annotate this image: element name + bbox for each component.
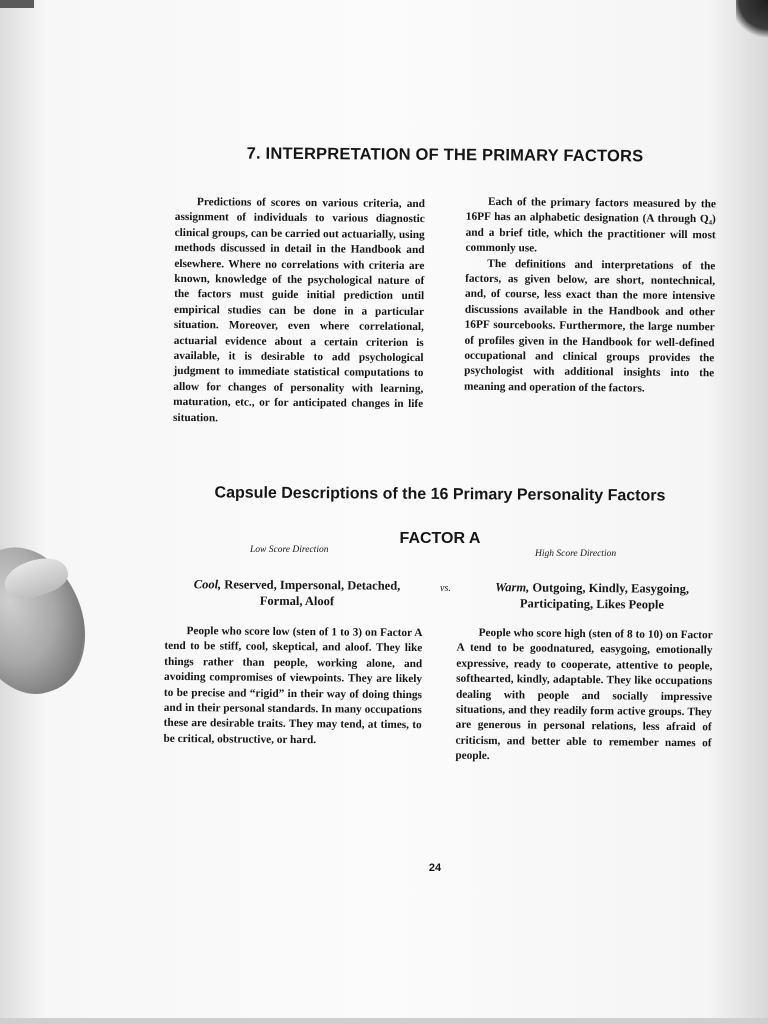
high-score-lead-trait: Warm, bbox=[495, 580, 530, 595]
high-score-description: People who score high (sten of 8 to 10) on Factor A tend to be goodnatured, easygoing, emotionally expressive, ready to cooperate, attentive to people, softhearted, kindly, adaptable. They like occupations dealing with people and socially impressive situations, and they readily form active groups. They are generous in personal relations, less afraid of criticism, and better able to remember names of people. bbox=[455, 626, 713, 763]
high-score-traits bbox=[462, 579, 722, 613]
low-score-direction-label: Low Score Direction bbox=[250, 545, 329, 555]
intro-right-column bbox=[464, 195, 716, 398]
page-bottom-edge bbox=[0, 1018, 768, 1024]
high-score-direction-label: High Score Direction bbox=[535, 549, 617, 559]
high-score-trait-list: Outgoing, Kindly, Easygoing, Participating, Likes People bbox=[519, 580, 690, 612]
intro-right-paragraph-1: Each of the primary factors measured by the 16PF has an alphabetic designation (A through Q₄) and a brief title, which the practitioner will most commonly use. bbox=[465, 195, 717, 255]
chapter-title: 7. INTERPRETATION OF THE PRIMARY FACTORS bbox=[246, 144, 644, 166]
versus-label: vs. bbox=[440, 583, 451, 594]
scan-shadow-top-right bbox=[736, 0, 768, 42]
intro-left-column bbox=[173, 195, 425, 428]
low-score-traits bbox=[172, 576, 422, 610]
scan-shadow-top-left bbox=[0, 0, 34, 8]
factor-title: FACTOR A bbox=[399, 530, 481, 547]
intro-left-paragraph: Predictions of scores on various criteria, and assignment of individuals to various diagnostic clinical groups, can be carried out actuarially, using methods discussed in detail in the Handbook and elsewhere. Where no correlations with criteria are known, knowledge of the psychological nature of the factors must guide initial prediction until empirical studies can be done in a particular situation. Moreover, even where correlational, actuarial evidence about a certain criterion is available, it is desirable to add psychological judgment to immediate statistical computations to allow for changes of personality with learning, maturation, etc., or for anticipated changes in life situation. bbox=[173, 196, 425, 424]
intro-right-paragraph-2: The definitions and interpretations of the factors, as given below, are short, nontechnical, and, of course, less exact than the more intensive discussions available in the Handbook and other 16PF sourcebooks. Furthermore, the large number of profiles given in the Handbook for well-defined occupational and clinical groups provides the psychologist with additional insights into the meaning and operation of the factors. bbox=[463, 257, 716, 395]
page-number: 24 bbox=[428, 862, 442, 874]
low-score-lead-trait: Cool, bbox=[193, 577, 222, 592]
high-score-description-column bbox=[455, 626, 712, 767]
low-score-trait-list: Reserved, Impersonal, Detached, Formal, Aloof bbox=[221, 577, 401, 609]
low-score-description: People who score low (sten of 1 to 3) on Factor A tend to be stiff, cool, skeptical, and aloof. They like things rather than people, working alone, and avoiding compromises of viewpoints. They are likely to be precise and “rigid” in their way of doing things and in their personal standards. In many occupations these are desirable traits. They may tend, at times, to be critical, obstructive, or hard. bbox=[163, 625, 423, 747]
low-score-description-column bbox=[163, 624, 422, 749]
section-title: Capsule Descriptions of the 16 Primary Personality Factors bbox=[214, 484, 666, 505]
